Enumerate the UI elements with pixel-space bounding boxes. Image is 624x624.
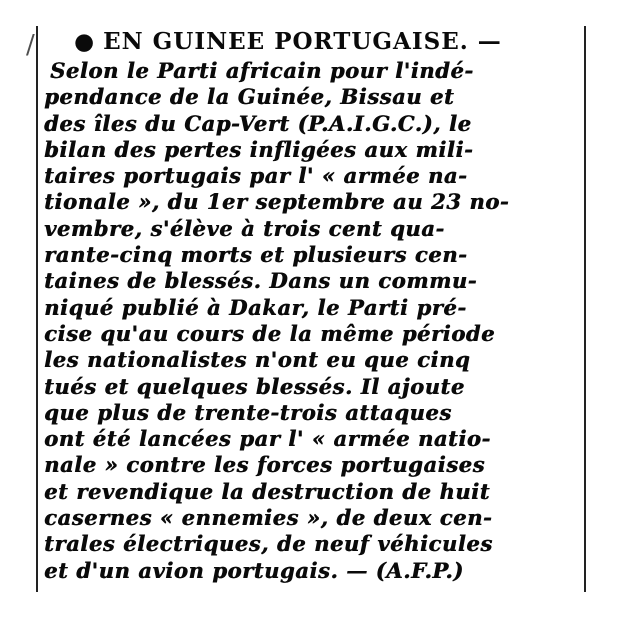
body-line: trales électriques, de neuf véhicules	[44, 531, 493, 557]
body-line: et revendique la destruction de huit	[44, 478, 490, 504]
body-line: vembre, s'élève à trois cent qua-	[44, 215, 445, 241]
body-line: et d'un avion portugais. — (A.F.P.)	[44, 557, 464, 583]
body-line: les nationalistes n'ont eu que cinq	[44, 347, 471, 373]
body-line: Selon le Parti africain pour l'indé-	[50, 58, 474, 83]
body-line: taines de blessés. Dans un commu-	[44, 268, 477, 294]
body-line: nale » contre les forces portugaises	[44, 452, 485, 478]
body-line: que plus de trente-trois attaques	[44, 399, 452, 425]
body-line: niqué publié à Dakar, le Parti pré-	[44, 294, 467, 320]
article-headline	[74, 28, 594, 55]
body-line: bilan des pertes infligées aux mili-	[44, 136, 474, 162]
headline-text: EN GUINEE PORTUGAISE. —	[103, 28, 502, 55]
body-line: tués et quelques blessés. Il ajoute	[44, 373, 465, 399]
handwritten-mark: /	[26, 30, 35, 60]
headline-bullet: ●	[74, 28, 96, 55]
body-line: ont été lancées par l' « armée natio-	[44, 426, 491, 452]
body-line: casernes « ennemies », de deux cen-	[44, 505, 493, 531]
body-line: tionale », du 1er septembre au 23 no-	[44, 189, 510, 215]
handwritten-annotation	[6, 30, 46, 450]
body-line: cise qu'au cours de la même période	[44, 320, 495, 346]
article-body	[44, 58, 584, 584]
body-line: pendance de la Guinée, Bissau et	[44, 84, 455, 110]
body-line: taires portugais par l' « armée na-	[44, 163, 468, 189]
body-line: des îles du Cap-Vert (P.A.I.G.C.), le	[44, 110, 472, 136]
body-line: rante-cinq morts et plusieurs cen-	[44, 242, 468, 268]
